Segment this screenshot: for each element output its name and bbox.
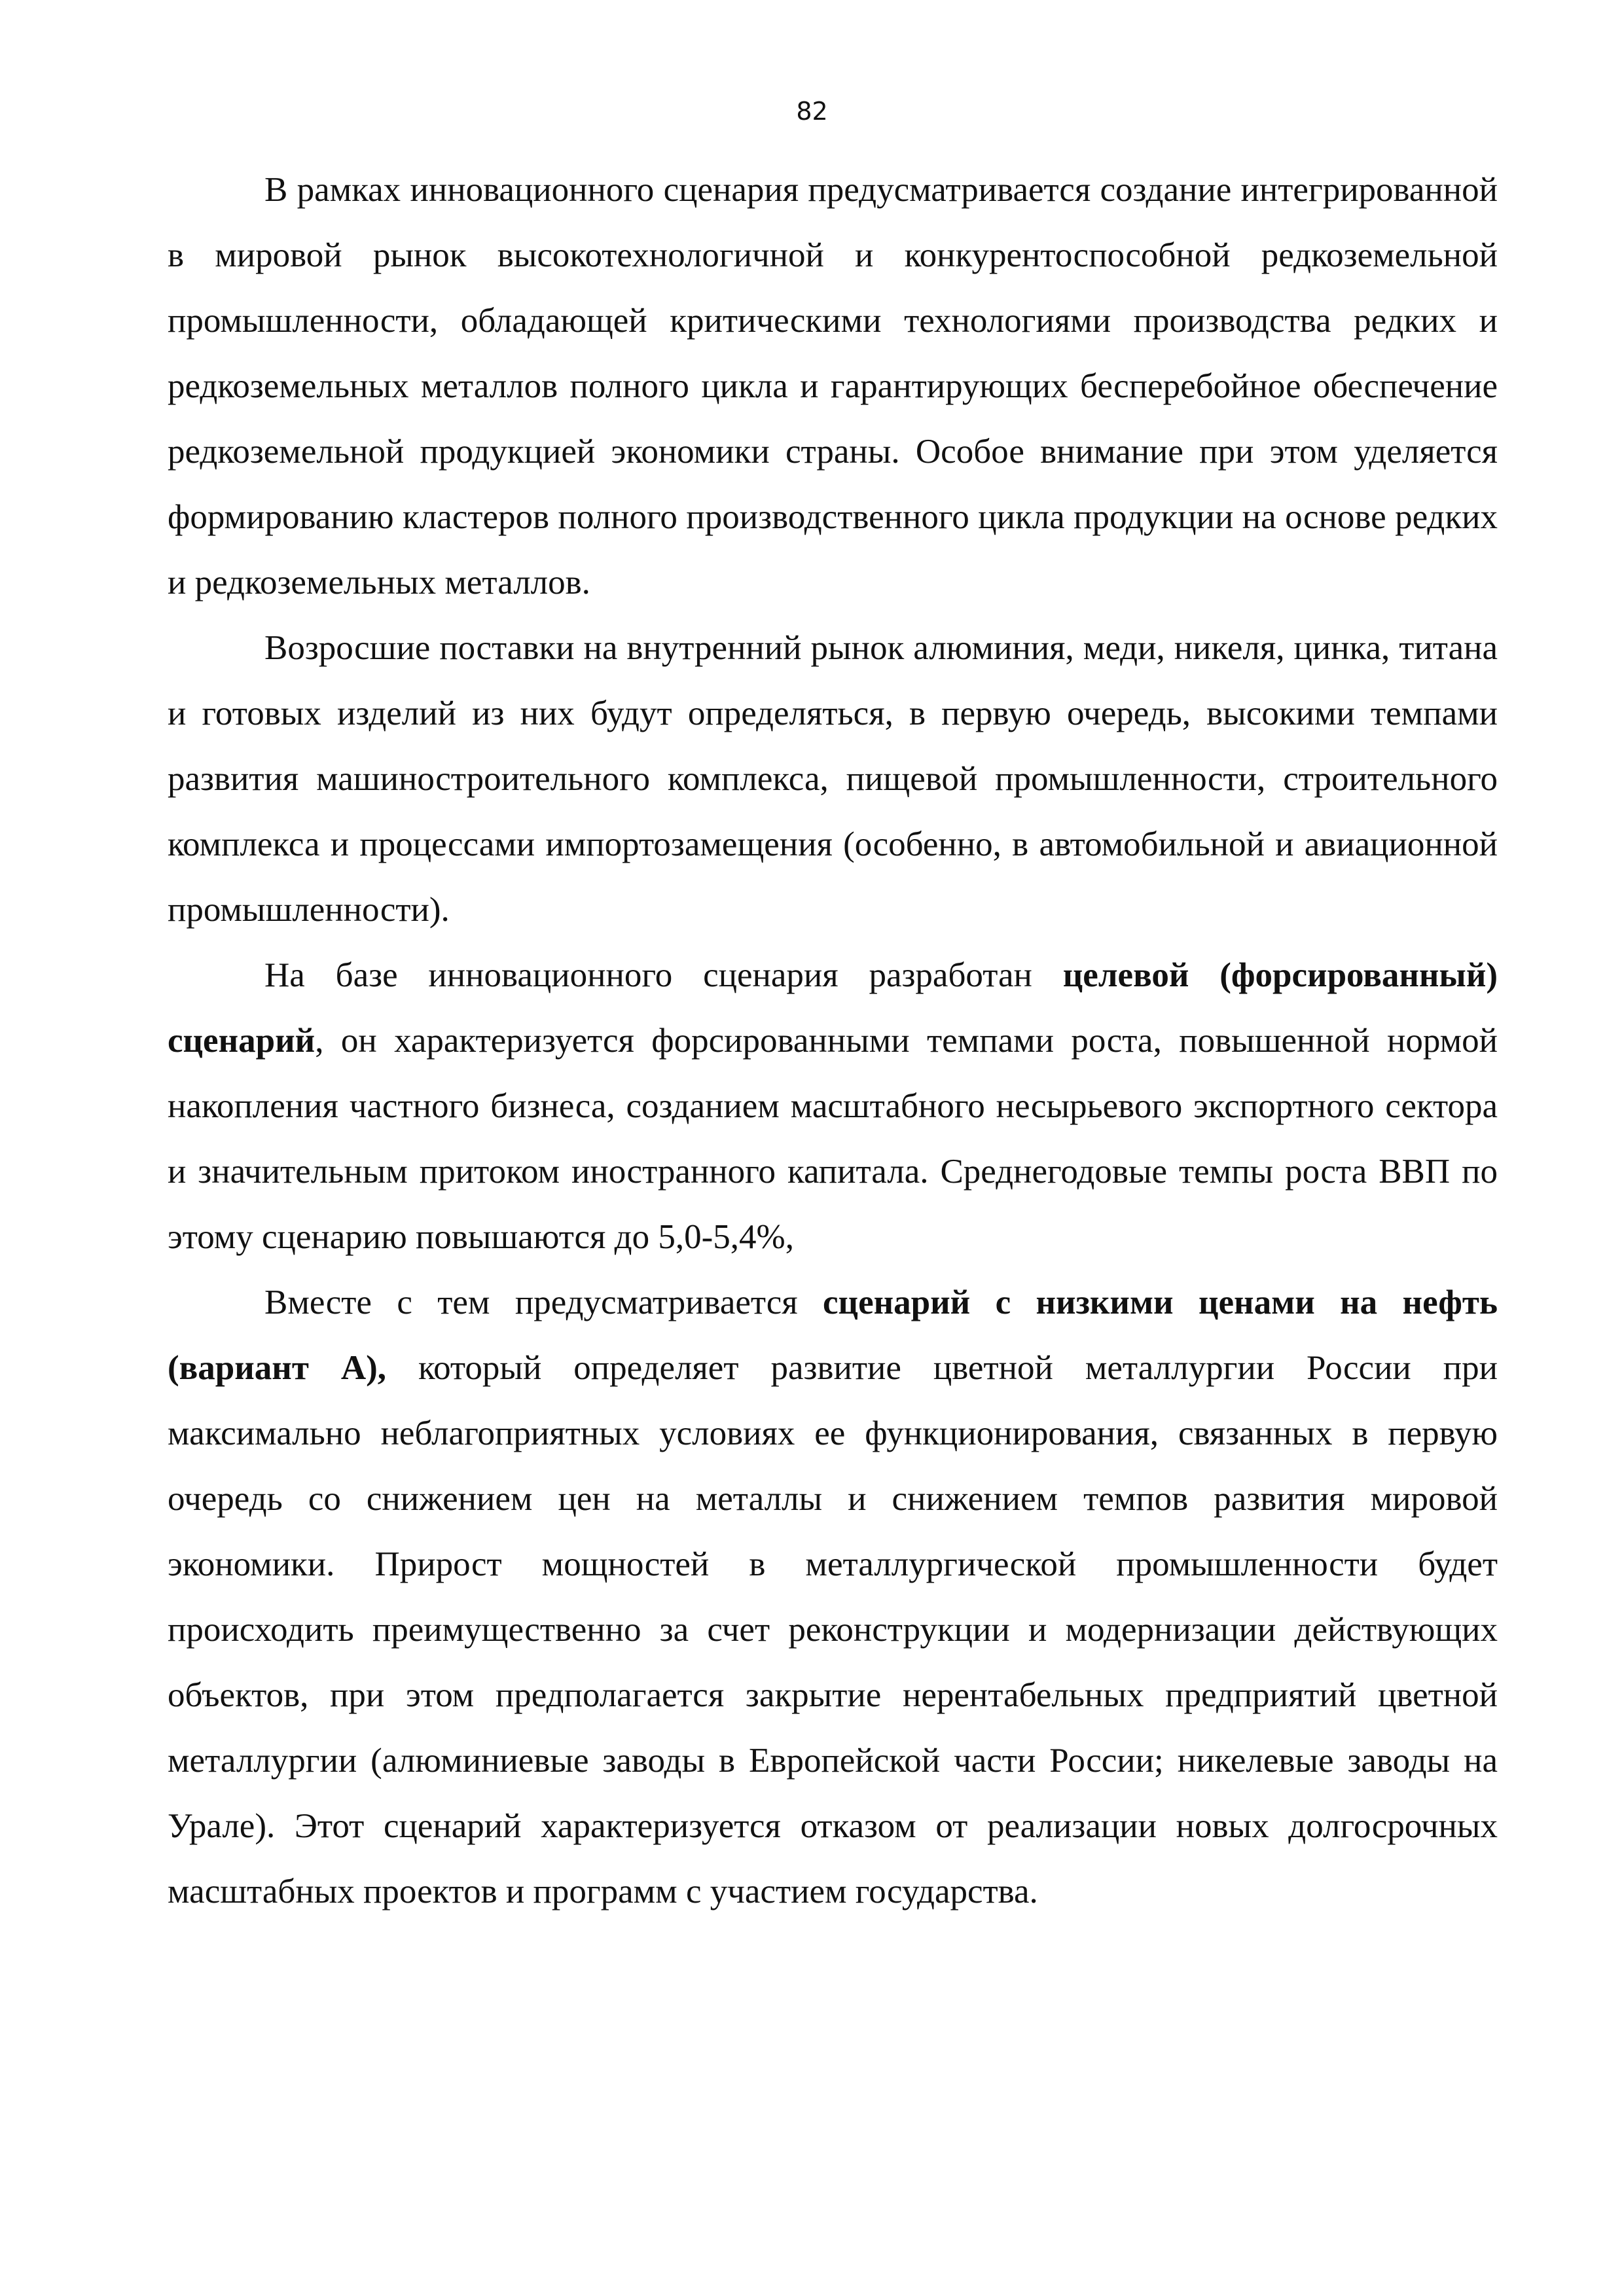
body-text [168, 157, 1498, 1924]
paragraph [168, 942, 1498, 1270]
paragraph [168, 157, 1498, 615]
paragraph-text: Возросшие поставки на внутренний рынок алюминия, меди, никеля, цинка, титана и готовых изделий из них будут определяться, в первую очередь, высокими темпами развития машиностроительного комплекса, пищевой промышленности, строительного комплекса и процессами импортозамещения (особенно, в автомобильной и авиационной промышленности). [168, 629, 1498, 929]
paragraph-text: Вместе с тем предусматривается [264, 1283, 823, 1321]
bold-term: целевой (форсированный) сценарий [168, 956, 1498, 1060]
bold-term: сценарий с низкими ценами на нефть (вариант А), [168, 1283, 1498, 1387]
paragraph-text: , он характеризуется форсированными темпами роста, повышенной нормой накопления частного бизнеса, созданием масштабного несырьевого экспортного сектора и значительным притоком иностранного капитала. Среднегодовые темпы роста ВВП по этому сценарию повышаются до 5,0-5,4%, [168, 1022, 1498, 1256]
paragraph-text: На базе инновационного сценария разработан [264, 956, 1063, 994]
paragraph-text: В рамках инновационного сценария предусматривается создание интегрированной в мировой рынок высокотехнологичной и конкурентоспособной редкоземельной промышленности, обладающей критическими технологиями производства редких и редкоземельных металлов полного цикла и гарантирующих бесперебойное обеспечение редкоземельной продукцией экономики страны. Особое внимание при этом уделяется формированию кластеров полного производственного цикла продукции на основе редких и редкоземельных металлов. [168, 171, 1498, 601]
paragraph [168, 615, 1498, 942]
paragraph-text: который определяет развитие цветной металлургии России при максимально неблагоприятных условиях ее функционирования, связанных в первую очередь со снижением цен на металлы и снижением темпов развития мировой экономики. Прирост мощностей в металлургической промышленности будет происходить преимущественно за счет реконструкции и модернизации действующих объектов, при этом предполагается закрытие нерентабельных предприятий цветной металлургии (алюминиевые заводы в Европейской части России; никелевые заводы на Урале). Этот сценарий характеризуется отказом от реализации новых долгосрочных масштабных проектов и программ с участием государства. [168, 1349, 1498, 1910]
page-number: 82 [796, 97, 828, 126]
paragraph [168, 1270, 1498, 1924]
